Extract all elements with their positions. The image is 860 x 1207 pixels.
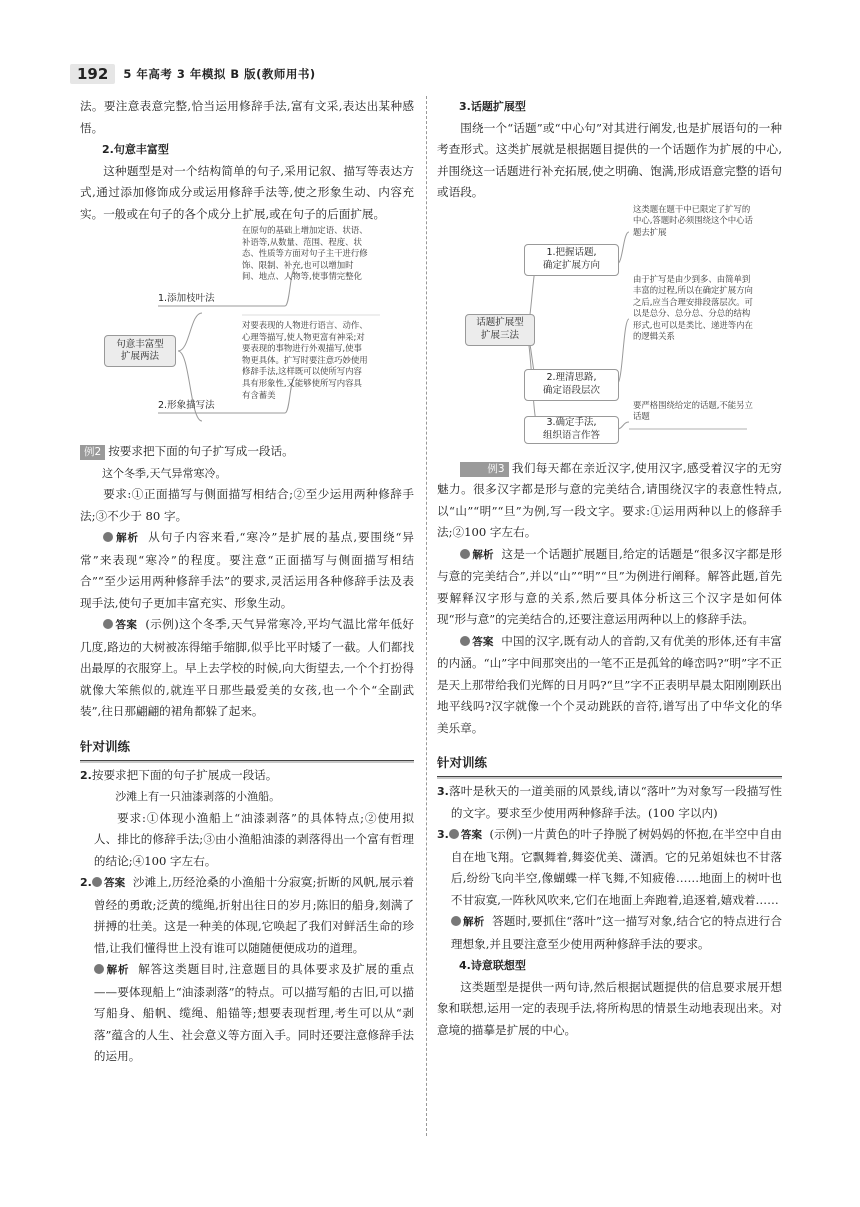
mind-map-root-right: 话题扩展型 扩展三法 [465,314,535,346]
question-2-sentence: 沙滩上有一只油漆剥落的小渔船。 [115,790,281,803]
mind-map-right [437,204,782,444]
question-3: 3.落叶是秋天的一道美丽的风景线,请以“落叶”为对象写一段描写性的文字。要求至少使用两种修辞手法。(100 字以内) [437,784,782,820]
mind-map-note-2: 对要表现的人物进行语言、动作、心理等描写,使人物更富有神采;对要表现的事物进行外观描写,使事物更具体。扩写时要注意巧妙使用修辞手法,这样既可以使所写内容具有形象性,又能够使所写内容具有含蓄美 [242,320,368,400]
page-header [70,64,316,84]
answer-2: 2. 答案 沙滩上,历经沧桑的小渔船十分寂寞;折断的风帆,展示着曾经的勇敢;泛黄的缆绳,折射出往日的岁月;陈旧的船身,刻满了拼搏的壮美。这是一种美的体现,它唤起了我们对鲜活生命的珍惜,让我们懂得世上没有谁可以随随便便成功的道理。 [80,875,415,955]
analysis-icon [94,964,104,974]
example-2-question [80,441,414,463]
mind-map-note-1: 在原句的基础上增加定语、状语、补语等,从数量、范围、程度、状态、性质等方面对句子主干进行修饰、限制、补充,也可以增加时间、地点、人物等,使事情完整化 [242,225,368,282]
example-2-analysis: 解析 从句子内容来看,“寒冷”是扩展的基点,要围绕“异常”来表现“寒冷”的程度。要注意“正面描写与侧面描写相结合”“至少运用两种修辞手法”的要求,灵活运用各种修辞手法及表现手法,使句子更加丰富充实、形象生动。 [80,530,415,610]
analysis-2: 解析 解答这类题目时,注意题目的具体要求及扩展的重点——要体现船上“油漆剥落”的特点。可以描写船的古旧,可以描写船身、船帆、缆绳、船锚等;想要表现哲理,考生可以从“剥落”蕴含的人生、社会意义等方面入手。同时还要注意修辞手法的运用。 [93,962,415,1063]
practice-title-left: 针对训练 [80,735,414,761]
question-2: 2.按要求把下面的句子扩展成一段话。 [80,767,278,782]
analysis-icon [460,549,470,559]
practice-title-right: 针对训练 [437,751,782,777]
mind-map-branch-2: 2.形象描写法 [158,400,215,411]
mind-map-branch-1: 1.添加枝叶法 [158,293,215,304]
mind-map-branch-1-right: 1.把握话题, 确定扩展方向 [524,244,619,276]
example-3-tag: 例3 [460,462,508,477]
page-number: 192 [70,64,115,84]
example-3-answer: 答案 中国的汉字,既有动人的音韵,又有优美的形体,还有丰富的内涵。“山”字中间那突出的一笔不正是孤耸的峰峦吗?“明”字不正是天上那带给我们光辉的日月吗?“旦”字不正表明早晨太阳刚刚跃出地平线吗?汉字就像一个个灵动跳跃的音符,谱写出了中华文化的华美乐章。 [437,633,783,735]
answer-icon [449,829,459,839]
example-2-sentence: 这个冬季,天气异常寒冷。 [102,466,227,480]
section-title-2: 2.句意丰富型 [102,143,169,156]
section-text-2: 这种题型是对一个结构简单的句子,采用记叙、描写等表达方式,通过添加修饰成分或运用修辞手法等,使之形象生动、内容充实。一般或在句子的各个成分上扩展,或在句子的后面扩展。 [80,163,414,221]
section-title-3: 3.话题扩展型 [459,100,526,113]
mind-map-note-2-right: 由于扩写是由少到多、由简单到丰富的过程,所以在确定扩展方向之后,应当合理安排段落层次。可以是总分、总分总、分总的结构形式,也可以是类比、递进等内在的逻辑关系 [633,273,753,342]
analysis-icon [451,916,461,926]
book-title: 5 年高考 3 年模拟 B 版(教师用书) [123,67,316,81]
right-column [437,96,782,1041]
analysis-3: 解析 答题时,要抓住“落叶”这一描写对象,结合它的特点进行合理想象,并且要注意至少使用两种修辞手法的要求。 [450,914,782,951]
answer-icon [92,877,102,887]
mind-map-root: 句意丰富型 扩展两法 [104,335,176,367]
example-3-question: 例3 我们每天都在亲近汉字,使用汉字,感受着汉字的无穷魅力。很多汉字都是形与意的完美结合,请围绕汉字的表意性特点,以“山”“明”“旦”为例,写一段文字。要求:①运用两种以上的修辞手法;②100 字左右。 [437,460,782,539]
example-2-tag: 例2 [80,445,105,460]
intro-paragraph: 法。要注意表意完整,恰当运用修辞手法,富有文采,表达出某种感悟。 [80,99,414,135]
answer-icon [460,636,470,646]
example-2-answer: 答案 (示例)这个冬季,天气异常寒冷,平均气温比常年低好几度,路边的大树被冻得缩手缩脚,似乎比平时矮了一截。人们都找出最厚的衣服穿上。早上去学校的时候,向大街望去,一个个打扮得就像大笨熊似的,就连平日那些最爱美的女孩,也一个个“全副武装”,往日那翩翩的裙角都躲了起来。 [80,617,415,718]
mind-map-left [80,225,414,433]
column-divider [426,96,427,1136]
analysis-icon [103,532,113,542]
example-3-analysis: 解析 这是一个话题扩展题目,给定的话题是“很多汉字都是形与意的完美结合”,并以“山”“明”“旦”为例进行阐释。解答此题,首先要解释汉字形与意的关系,然后要具体分析这三个汉字是如何体现“形与意”的完美结合的,还要注意运用两种以上的修辞手法。 [437,546,783,626]
answer-3: 3. 答案 (示例)一片黄色的叶子挣脱了树妈妈的怀抱,在半空中自由自在地飞翔。它飘舞着,舞姿优美、潇洒。它的兄弟姐妹也不甘落后,纷纷飞向半空,像蝴蝶一样飞舞,不知疲倦……地面上的树叶也不甘寂寞,一阵秋风吹来,它们在地面上奔跑着,追逐着,嬉戏着…… [437,827,783,907]
section-title-4: 4.诗意联想型 [459,959,526,972]
mind-map-note-3-right: 要严格围绕给定的话题,不能另立话题 [633,399,753,422]
example-2-requirement: 要求:①正面描写与侧面描写相结合;②至少运用两种修辞手法;③不少于 80 字。 [80,487,414,523]
mind-map-note-1-right: 这类题在题干中已限定了扩写的中心,答题时必须围绕这个中心话题去扩展 [633,203,753,237]
example-2-question-text: 按要求把下面的句子扩写成一段话。 [108,444,294,458]
mind-map-branch-2-right: 2.理清思路, 确定语段层次 [524,369,619,401]
question-2-requirement: 要求:①体现小渔船上“油漆剥落”的具体特点;②使用拟人、排比的修辞手法;③由小渔船油漆的剥落得出一个富有哲理的结论;④100 字左右。 [93,810,414,868]
left-column [80,96,414,1068]
mind-map-branch-3-right: 3.确定手法, 组织语言作答 [524,416,619,444]
section-text-3: 围绕一个“话题”或“中心句”对其进行阐发,也是扩展语句的一种考查形式。这类扩展就是根据题目提供的一个话题作为扩展的中心,并围绕这一话题进行补充拓展,使之明确、饱满,形成语意完整的语句或语段。 [437,120,782,199]
answer-icon [103,619,113,629]
section-text-4: 这类题型是提供一两句诗,然后根据试题提供的信息要求展开想象和联想,运用一定的表现手法,将所构思的情景生动地表现出来。对意境的描摹是扩展的中心。 [437,979,782,1037]
